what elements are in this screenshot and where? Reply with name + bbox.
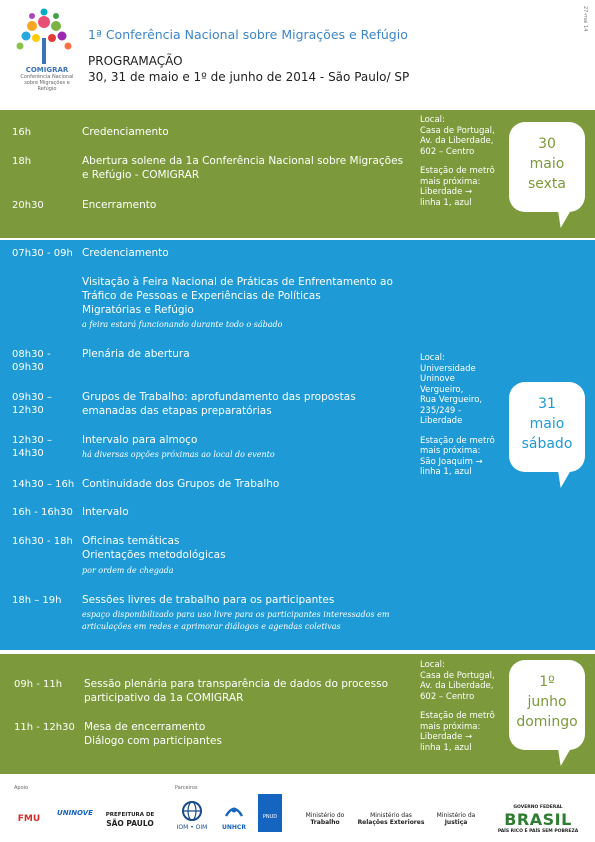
day2-time-5-line2: 14h30: [12, 448, 44, 459]
day2-location-line2: Uninove: [420, 374, 455, 384]
day2-event-9-note-line1: espaço disponibilizado para uso livre para os participantes interessados em: [82, 610, 390, 619]
day2-date-bubble: [509, 382, 585, 472]
page-header: [0, 0, 595, 110]
day2-event-3: Plenária de abertura: [82, 348, 190, 360]
day3-bubble-tail: [553, 744, 574, 766]
program-label: PROGRAMAÇÃO: [88, 54, 183, 68]
day3-metro-line4: linha 1, azul: [420, 742, 472, 753]
iom-text: IOM • OIM: [176, 824, 208, 831]
day2-event-4-line1: Grupos de Trabalho: aprofundamento das propostas: [82, 391, 356, 403]
apoio-label: Apoio: [14, 785, 29, 791]
prefeitura-logo: [98, 812, 162, 828]
day2-bubble-weekday: sábado: [521, 436, 573, 452]
day2-time-5-line1: 12h30 –: [12, 435, 52, 446]
globe-icon: [179, 800, 205, 822]
day3-location-label: Local:: [420, 660, 445, 670]
day2-time-9: 18h – 19h: [12, 595, 62, 606]
day1-location-line2: Av. da Liberdade,: [420, 136, 494, 146]
day3-bubble-month: junho: [527, 694, 567, 710]
day2-section: [0, 240, 595, 650]
day2-location-line6: Liberdade: [420, 416, 463, 426]
hands-icon: [222, 800, 246, 822]
day1-location-line1: Casa de Portugal,: [420, 125, 495, 136]
day2-bubble-month: maio: [529, 416, 565, 432]
governo-federal-text: GOVERNO FEDERAL: [513, 805, 563, 810]
day1-bubble-day: 30: [538, 136, 556, 152]
day3-location-line1: Casa de Portugal,: [420, 670, 495, 681]
day2-time-7: 16h - 16h30: [12, 507, 73, 518]
day2-bubble-day: 31: [538, 396, 556, 412]
day2-metro-line4: linha 1, azul: [420, 467, 472, 477]
day3-event-2-line1: Mesa de encerramento: [84, 721, 206, 733]
day2-time-3-line2: 09h30: [12, 362, 44, 373]
ministerio-trabalho-line2: Trabalho: [310, 819, 340, 826]
day1-location-line3: 602 – Centro: [420, 146, 475, 157]
fmu-logo: FMU: [17, 814, 41, 824]
day2-time-4-line1: 09h30 –: [12, 392, 52, 403]
ministerio-justica-logo: [430, 812, 482, 826]
day2-location-line5: 235/249 -: [420, 405, 462, 416]
day2-event-6: Continuidade dos Grupos de Trabalho: [82, 478, 280, 490]
day1-time-1: 16h: [12, 127, 32, 138]
day2-location-line3: Vergueiro,: [420, 384, 464, 395]
day3-location-line2: Av. da Liberdade,: [420, 681, 494, 691]
brasil-wordmark: BRASIL: [504, 810, 572, 829]
day3-time-2: 11h - 12h30: [14, 722, 75, 733]
day2-event-8-note: por ordem de chegada: [82, 566, 174, 575]
day2-time-1: 07h30 - 09h: [12, 248, 73, 259]
day2-event-5: Intervalo para almoço: [82, 434, 198, 446]
day2-event-2-line3: Migratórias e Refúgio: [82, 304, 194, 316]
parceiros-label: Parceiros: [175, 785, 198, 791]
day2-time-8: 16h30 - 18h: [12, 536, 73, 547]
day2-event-8-line1: Oficinas temáticas: [82, 535, 180, 547]
day2-event-4-line2: emanadas das etapas preparatórias: [82, 405, 272, 417]
pnud-logo: PNUD: [258, 794, 282, 832]
day1-location: [420, 115, 516, 208]
day1-time-3: 20h30: [12, 200, 44, 211]
day1-bubble-weekday: sexta: [527, 176, 566, 192]
unhcr-text: UNHCR: [222, 824, 246, 831]
prefeitura-line2: SÃO PAULO: [106, 819, 154, 828]
day2-time-4-line2: 12h30: [12, 405, 44, 416]
day3-section: [0, 654, 595, 774]
day2-time-6: 14h30 – 16h: [12, 479, 75, 490]
program-dates: 30, 31 de maio e 1º de junho de 2014 - São Paulo/ SP: [88, 70, 410, 84]
ministerio-trabalho-logo: [300, 812, 350, 826]
day2-metro-line3: São Joaquim →: [420, 456, 483, 467]
ministerio-relacoes-line1: Ministério das: [370, 812, 412, 819]
day1-bubble-tail: [553, 206, 574, 228]
day2-event-2-line1: Visitação à Feira Nacional de Práticas de Enfrentamento ao: [82, 276, 393, 288]
day2-location-label: Local:: [420, 353, 445, 363]
day1-location-label: Local:: [420, 115, 445, 125]
day1-date-bubble: [509, 122, 585, 212]
day2-event-7: Intervalo: [82, 506, 129, 518]
logo-name: COMIGRAR: [25, 66, 69, 74]
day1-bubble-month: maio: [529, 156, 565, 172]
day2-event-1: Credenciamento: [82, 247, 169, 259]
ministerio-relacoes-line2: Relações Exteriores: [357, 819, 425, 826]
day2-metro-line2: mais próxima:: [420, 446, 481, 456]
day2-event-2-note: a feira estará funcionando durante todo o sábado: [82, 320, 283, 329]
day1-event-2-line2: e Refúgio - COMIGRAR: [82, 169, 200, 181]
day2-event-9: Sessões livres de trabalho para os participantes: [82, 594, 335, 606]
day3-location-line3: 602 – Centro: [420, 691, 475, 702]
day2-time-3-line1: 08h30 -: [12, 349, 51, 360]
day2-bubble-tail: [553, 466, 574, 488]
unhcr-logo: [214, 800, 254, 831]
logo-caption: [14, 66, 80, 92]
day1-metro-line1: Estação de metrô: [420, 166, 495, 176]
day2-event-5-note: há diversas opções próximas ao local do evento: [82, 450, 275, 459]
logo-sub-1: Conferência Nacional: [20, 74, 74, 80]
day2-event-9-note-line2: articulações em redes e aprimorar diálogos e agendas coletivas: [82, 622, 341, 631]
day3-event-1-line2: participativo da 1a COMIGRAR: [84, 692, 244, 704]
day1-event-2-line1: Abertura solene da 1a Conferência Nacional sobre Migrações: [82, 155, 404, 167]
day3-bubble-day: 1º: [539, 674, 555, 690]
day1-event-1: Credenciamento: [82, 126, 169, 138]
brasil-tagline: PAÍS RICO É PAÍS SEM POBREZA: [497, 829, 579, 834]
day3-location: [420, 660, 516, 753]
day1-metro-line4: linha 1, azul: [420, 197, 472, 208]
uninove-logo: UNINOVE: [57, 809, 93, 817]
day2-location-line4: Rua Vergueiro,: [420, 395, 483, 405]
ministerio-justica-line2: Justiça: [444, 819, 468, 826]
day1-section: [0, 110, 595, 238]
prefeitura-line1: PREFEITURA DE: [105, 812, 155, 818]
governo-federal-logo: [490, 804, 586, 835]
day2-event-8-line2: Orientações metodológicas: [82, 549, 226, 561]
ministerio-trabalho-line1: Ministério do: [305, 812, 345, 819]
day2-event-2-line2: Tráfico de Pessoas e Experiências de Políticas: [82, 290, 321, 302]
day3-event-1-line1: Sessão plenária para transparência de dados do processo: [84, 678, 389, 690]
day2-location: [420, 353, 516, 478]
sponsors-footer: [0, 780, 595, 842]
day1-event-3: Encerramento: [82, 199, 157, 211]
conference-title: 1ª Conferência Nacional sobre Migrações e Refúgio: [88, 27, 408, 42]
iom-logo: [170, 800, 214, 831]
day3-event-2-line2: Diálogo com participantes: [84, 735, 222, 747]
day3-bubble-weekday: domingo: [516, 714, 578, 730]
ministerio-justica-line1: Ministério da: [436, 812, 476, 819]
day3-time-1: 09h - 11h: [14, 679, 63, 690]
side-code: 27-mai 14: [582, 6, 588, 32]
day3-metro-line2: mais próxima:: [420, 721, 481, 732]
logo-sub-2: sobre Migrações e Refúgio: [24, 80, 70, 92]
day2-location-line1: Universidade: [420, 363, 476, 374]
day3-metro-line3: Liberdade →: [420, 732, 473, 742]
day2-metro-line1: Estação de metrô: [420, 435, 495, 446]
day3-date-bubble: [509, 660, 585, 750]
day1-time-2: 18h: [12, 156, 32, 167]
day1-metro-line3: Liberdade →: [420, 187, 473, 197]
day1-metro-line2: mais próxima:: [420, 176, 481, 187]
ministerio-relacoes-logo: [356, 812, 426, 826]
day3-metro-line1: Estação de metrô: [420, 711, 495, 721]
